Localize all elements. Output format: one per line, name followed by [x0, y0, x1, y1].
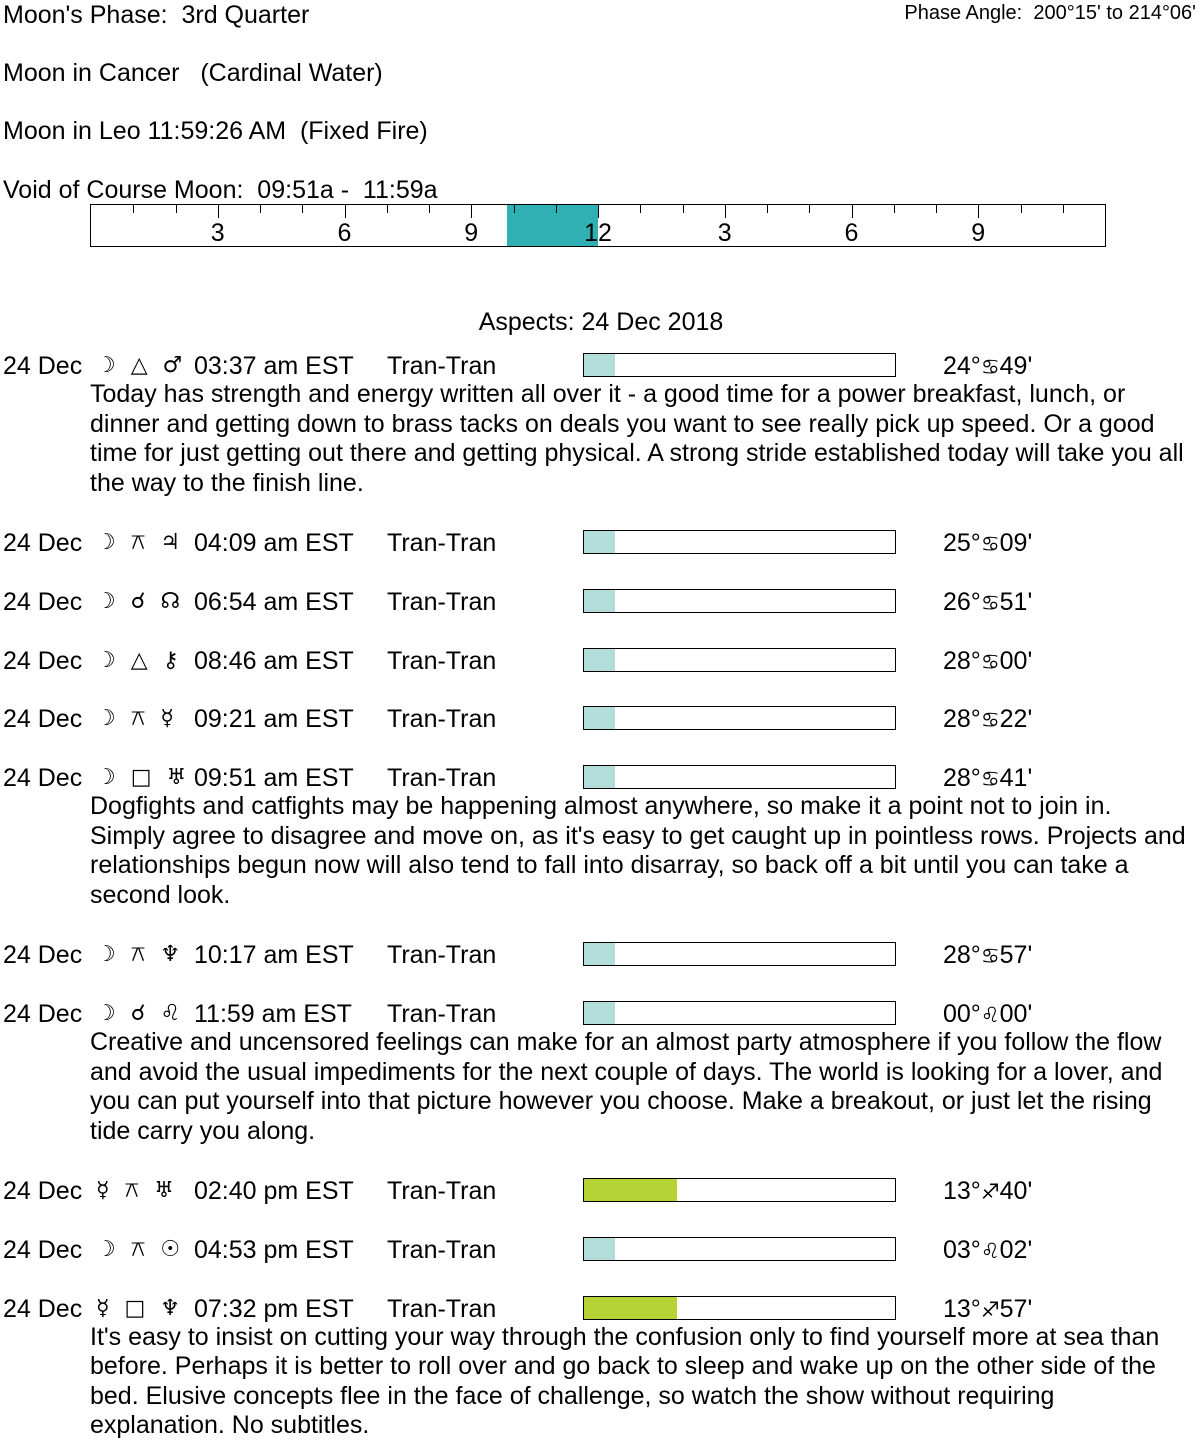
- position-degree: 13°: [943, 1177, 981, 1205]
- moon-phase: Moon's Phase: 3rd Quarter: [3, 1, 310, 29]
- aspect-time: 02:40 pm EST: [194, 1177, 354, 1205]
- hour-tick: [598, 205, 599, 218]
- aspect-position: [943, 1294, 1032, 1325]
- aspect-time: 10:17 am EST: [194, 941, 354, 970]
- hour-tick: [345, 205, 346, 218]
- aspect-date: 24 Dec: [3, 705, 83, 734]
- aspect-type: Tran-Tran: [387, 705, 497, 734]
- aspect-date: 24 Dec: [3, 352, 83, 380]
- aspect-position: [943, 763, 1032, 794]
- zodiac-sign-icon: ♋: [980, 355, 1000, 379]
- hour-tick: [809, 205, 810, 213]
- aspect-time: 03:37 am EST: [194, 352, 354, 380]
- position-minute: 00': [999, 646, 1033, 675]
- hour-tick: [640, 205, 641, 213]
- position-degree: 25°: [943, 529, 981, 557]
- aspect-description: Today has strength and energy written all over it - a good time for a power breakfast, lunch, or dinner and getting down to brass tacks on deals you want to see really pick up speed. Or a good time for just getting out there and getting physical. A strong stride established today will take you all the way to the finish line.: [90, 380, 1184, 497]
- hour-tick: [514, 205, 515, 213]
- zodiac-sign-icon: ♋: [980, 708, 1000, 733]
- position-degree: 26°: [943, 587, 981, 616]
- strength-bar: [583, 1178, 896, 1202]
- strength-bar: [583, 1296, 896, 1320]
- zodiac-sign-icon: ♋: [980, 532, 1000, 556]
- hour-tick: [387, 205, 388, 213]
- aspect-position: [943, 704, 1032, 735]
- aspect-date: 24 Dec: [3, 1000, 83, 1028]
- zodiac-sign-icon: ♋: [980, 944, 1000, 969]
- aspect-type: Tran-Tran: [387, 1235, 497, 1264]
- hour-tick: [894, 205, 895, 213]
- position-minute: 57': [999, 941, 1033, 970]
- aspect-glyphs-icon: ☽ ⚻ ♃: [96, 530, 185, 555]
- strength-bar: [583, 942, 896, 966]
- aspect-date: 24 Dec: [3, 529, 83, 557]
- position-minute: 51': [999, 587, 1033, 616]
- aspect-date: 24 Dec: [3, 646, 83, 675]
- hour-tick: [936, 205, 937, 213]
- moon-sign-leo: Moon in Leo 11:59:26 AM (Fixed Fire): [3, 117, 428, 145]
- hour-label: 9: [464, 219, 479, 247]
- aspect-time: 04:09 am EST: [194, 529, 354, 557]
- position-minute: 22': [999, 705, 1033, 734]
- position-minute: 02': [999, 1235, 1033, 1264]
- aspect-glyphs-icon: ☽ □ ♅: [96, 765, 191, 791]
- aspect-type: Tran-Tran: [387, 1000, 497, 1028]
- aspect-glyphs-icon: ☽ ☌ ☊: [96, 588, 185, 614]
- hour-tick: [302, 205, 303, 213]
- position-minute: 09': [999, 529, 1033, 557]
- aspect-time: 08:46 am EST: [194, 646, 354, 675]
- hour-tick: [852, 205, 853, 218]
- zodiac-sign-icon: ♋: [980, 767, 1000, 792]
- strength-bar: [583, 648, 896, 672]
- aspect-glyphs-icon: ☿ □ ♆: [96, 1295, 184, 1321]
- strength-bar-fill: [584, 943, 615, 965]
- position-degree: 13°: [943, 1294, 981, 1323]
- strength-bar: [583, 706, 896, 730]
- aspect-glyphs-icon: ☿ ⚻ ♅: [96, 1178, 178, 1203]
- aspect-description: Dogfights and catfights may be happening almost anywhere, so make it a point not to join in. Simply agree to disagree and move on, as it's easy to get caught up in pointless rows. Projects and relationships begun now will also tend to fall into disarray, so back off a bit until you can take a second look.: [90, 792, 1186, 909]
- aspect-glyphs-icon: ☽ ⚻ ☉: [96, 1236, 185, 1262]
- hour-tick: [767, 205, 768, 213]
- position-degree: 28°: [943, 705, 981, 734]
- aspect-position: [943, 587, 1032, 618]
- aspects-title: Aspects: 24 Dec 2018: [478, 308, 724, 336]
- aspect-type: Tran-Tran: [387, 529, 497, 557]
- aspect-glyphs-icon: ☽ △ ♂: [96, 353, 187, 378]
- aspect-time: 09:21 am EST: [194, 705, 354, 734]
- aspect-position: [943, 351, 1032, 382]
- zodiac-sign-icon: ♋: [980, 649, 1000, 674]
- position-minute: 57': [999, 1294, 1033, 1323]
- aspect-type: Tran-Tran: [387, 941, 497, 970]
- strength-bar-fill: [584, 354, 615, 376]
- zodiac-sign-icon: ♐: [980, 1180, 1000, 1204]
- hour-tick: [429, 205, 430, 213]
- aspect-glyphs-icon: ☽ △ ⚷: [96, 647, 183, 673]
- strength-bar-fill: [584, 1297, 677, 1319]
- aspect-time: 07:32 pm EST: [194, 1294, 354, 1323]
- aspect-position: [943, 1235, 1032, 1266]
- hour-label: 3: [210, 219, 225, 247]
- zodiac-sign-icon: ♌: [980, 1003, 1000, 1027]
- aspect-time: 09:51 am EST: [194, 764, 354, 793]
- hour-tick: [1021, 205, 1022, 213]
- void-of-course: Void of Course Moon: 09:51a - 11:59a: [3, 176, 438, 204]
- aspect-glyphs-icon: ☽ ⚻ ♆: [96, 942, 185, 968]
- position-degree: 28°: [943, 941, 981, 970]
- position-degree: 24°: [943, 352, 981, 380]
- strength-bar: [583, 765, 896, 789]
- hour-tick: [471, 205, 472, 218]
- hour-label: 6: [844, 219, 859, 247]
- strength-bar: [583, 530, 896, 554]
- position-degree: 28°: [943, 764, 981, 793]
- strength-bar: [583, 589, 896, 613]
- hour-tick: [725, 205, 726, 218]
- phase-angle: Phase Angle: 200°15' to 214°06': [904, 2, 1196, 24]
- strength-bar-fill: [584, 1238, 615, 1260]
- hour-tick: [683, 205, 684, 213]
- strength-bar: [583, 1237, 896, 1261]
- strength-bar-fill: [584, 707, 615, 729]
- moon-sign-cancer: Moon in Cancer (Cardinal Water): [3, 59, 383, 87]
- position-degree: 00°: [943, 1000, 981, 1028]
- hour-label: 12: [584, 219, 612, 247]
- aspect-time: 11:59 am EST: [194, 1000, 352, 1028]
- strength-bar-fill: [584, 590, 615, 612]
- hour-tick: [176, 205, 177, 213]
- hour-tick: [133, 205, 134, 213]
- aspect-position: [943, 1176, 1032, 1207]
- void-of-course-timeline: [90, 204, 1106, 247]
- aspect-glyphs-icon: ☽ ☌ ♌: [96, 1001, 185, 1026]
- aspect-type: Tran-Tran: [387, 1294, 497, 1323]
- zodiac-sign-icon: ♋: [980, 590, 1000, 615]
- position-minute: 40': [999, 1177, 1033, 1205]
- aspect-time: 06:54 am EST: [194, 587, 354, 616]
- position-minute: 41': [999, 764, 1033, 793]
- hour-tick: [556, 205, 557, 213]
- position-minute: 00': [999, 1000, 1033, 1028]
- strength-bar-fill: [584, 649, 615, 671]
- aspect-description: It's easy to insist on cutting your way through the confusion only to find yourself more at sea than before. Perhaps it is better to roll over and go back to sleep and wake up on the other side of the bed. Elusive concepts flee in the face of challenge, so watch the show without requiring explanation. No subtitles.: [90, 1322, 1160, 1440]
- aspect-date: 24 Dec: [3, 1294, 83, 1323]
- hour-tick: [978, 205, 979, 218]
- aspect-type: Tran-Tran: [387, 1177, 497, 1205]
- zodiac-sign-icon: ♌: [980, 1238, 1000, 1263]
- hour-tick: [218, 205, 219, 218]
- aspect-type: Tran-Tran: [387, 646, 497, 675]
- aspect-glyphs-icon: ☽ ⚻ ☿: [96, 706, 178, 732]
- hour-tick: [260, 205, 261, 213]
- aspect-type: Tran-Tran: [387, 764, 497, 793]
- aspect-date: 24 Dec: [3, 587, 83, 616]
- strength-bar-fill: [584, 1179, 677, 1201]
- position-minute: 49': [999, 352, 1033, 380]
- strength-bar-fill: [584, 1002, 615, 1024]
- aspect-position: [943, 646, 1032, 677]
- aspect-description: Creative and uncensored feelings can make for an almost party atmosphere if you follow the flow and avoid the usual impediments for the next couple of days. The world is looking for a lover, and you can put yourself into that picture however you choose. Make a breakout, or just let the rising tide carry you along.: [90, 1028, 1163, 1145]
- aspect-time: 04:53 pm EST: [194, 1235, 354, 1264]
- aspect-type: Tran-Tran: [387, 587, 497, 616]
- aspect-position: [943, 999, 1032, 1030]
- aspect-date: 24 Dec: [3, 941, 83, 970]
- hour-label: 9: [971, 219, 986, 247]
- aspect-type: Tran-Tran: [387, 352, 497, 380]
- aspect-position: [943, 940, 1032, 971]
- hour-label: 6: [337, 219, 352, 247]
- strength-bar: [583, 1001, 896, 1025]
- strength-bar: [583, 353, 896, 377]
- hour-tick: [1063, 205, 1064, 213]
- aspect-position: [943, 528, 1032, 559]
- position-degree: 28°: [943, 646, 981, 675]
- aspect-date: 24 Dec: [3, 1235, 83, 1264]
- aspect-date: 24 Dec: [3, 764, 83, 793]
- aspect-date: 24 Dec: [3, 1177, 83, 1205]
- hour-label: 3: [717, 219, 732, 247]
- strength-bar-fill: [584, 766, 615, 788]
- position-degree: 03°: [943, 1235, 981, 1264]
- strength-bar-fill: [584, 531, 615, 553]
- zodiac-sign-icon: ♐: [980, 1297, 1000, 1322]
